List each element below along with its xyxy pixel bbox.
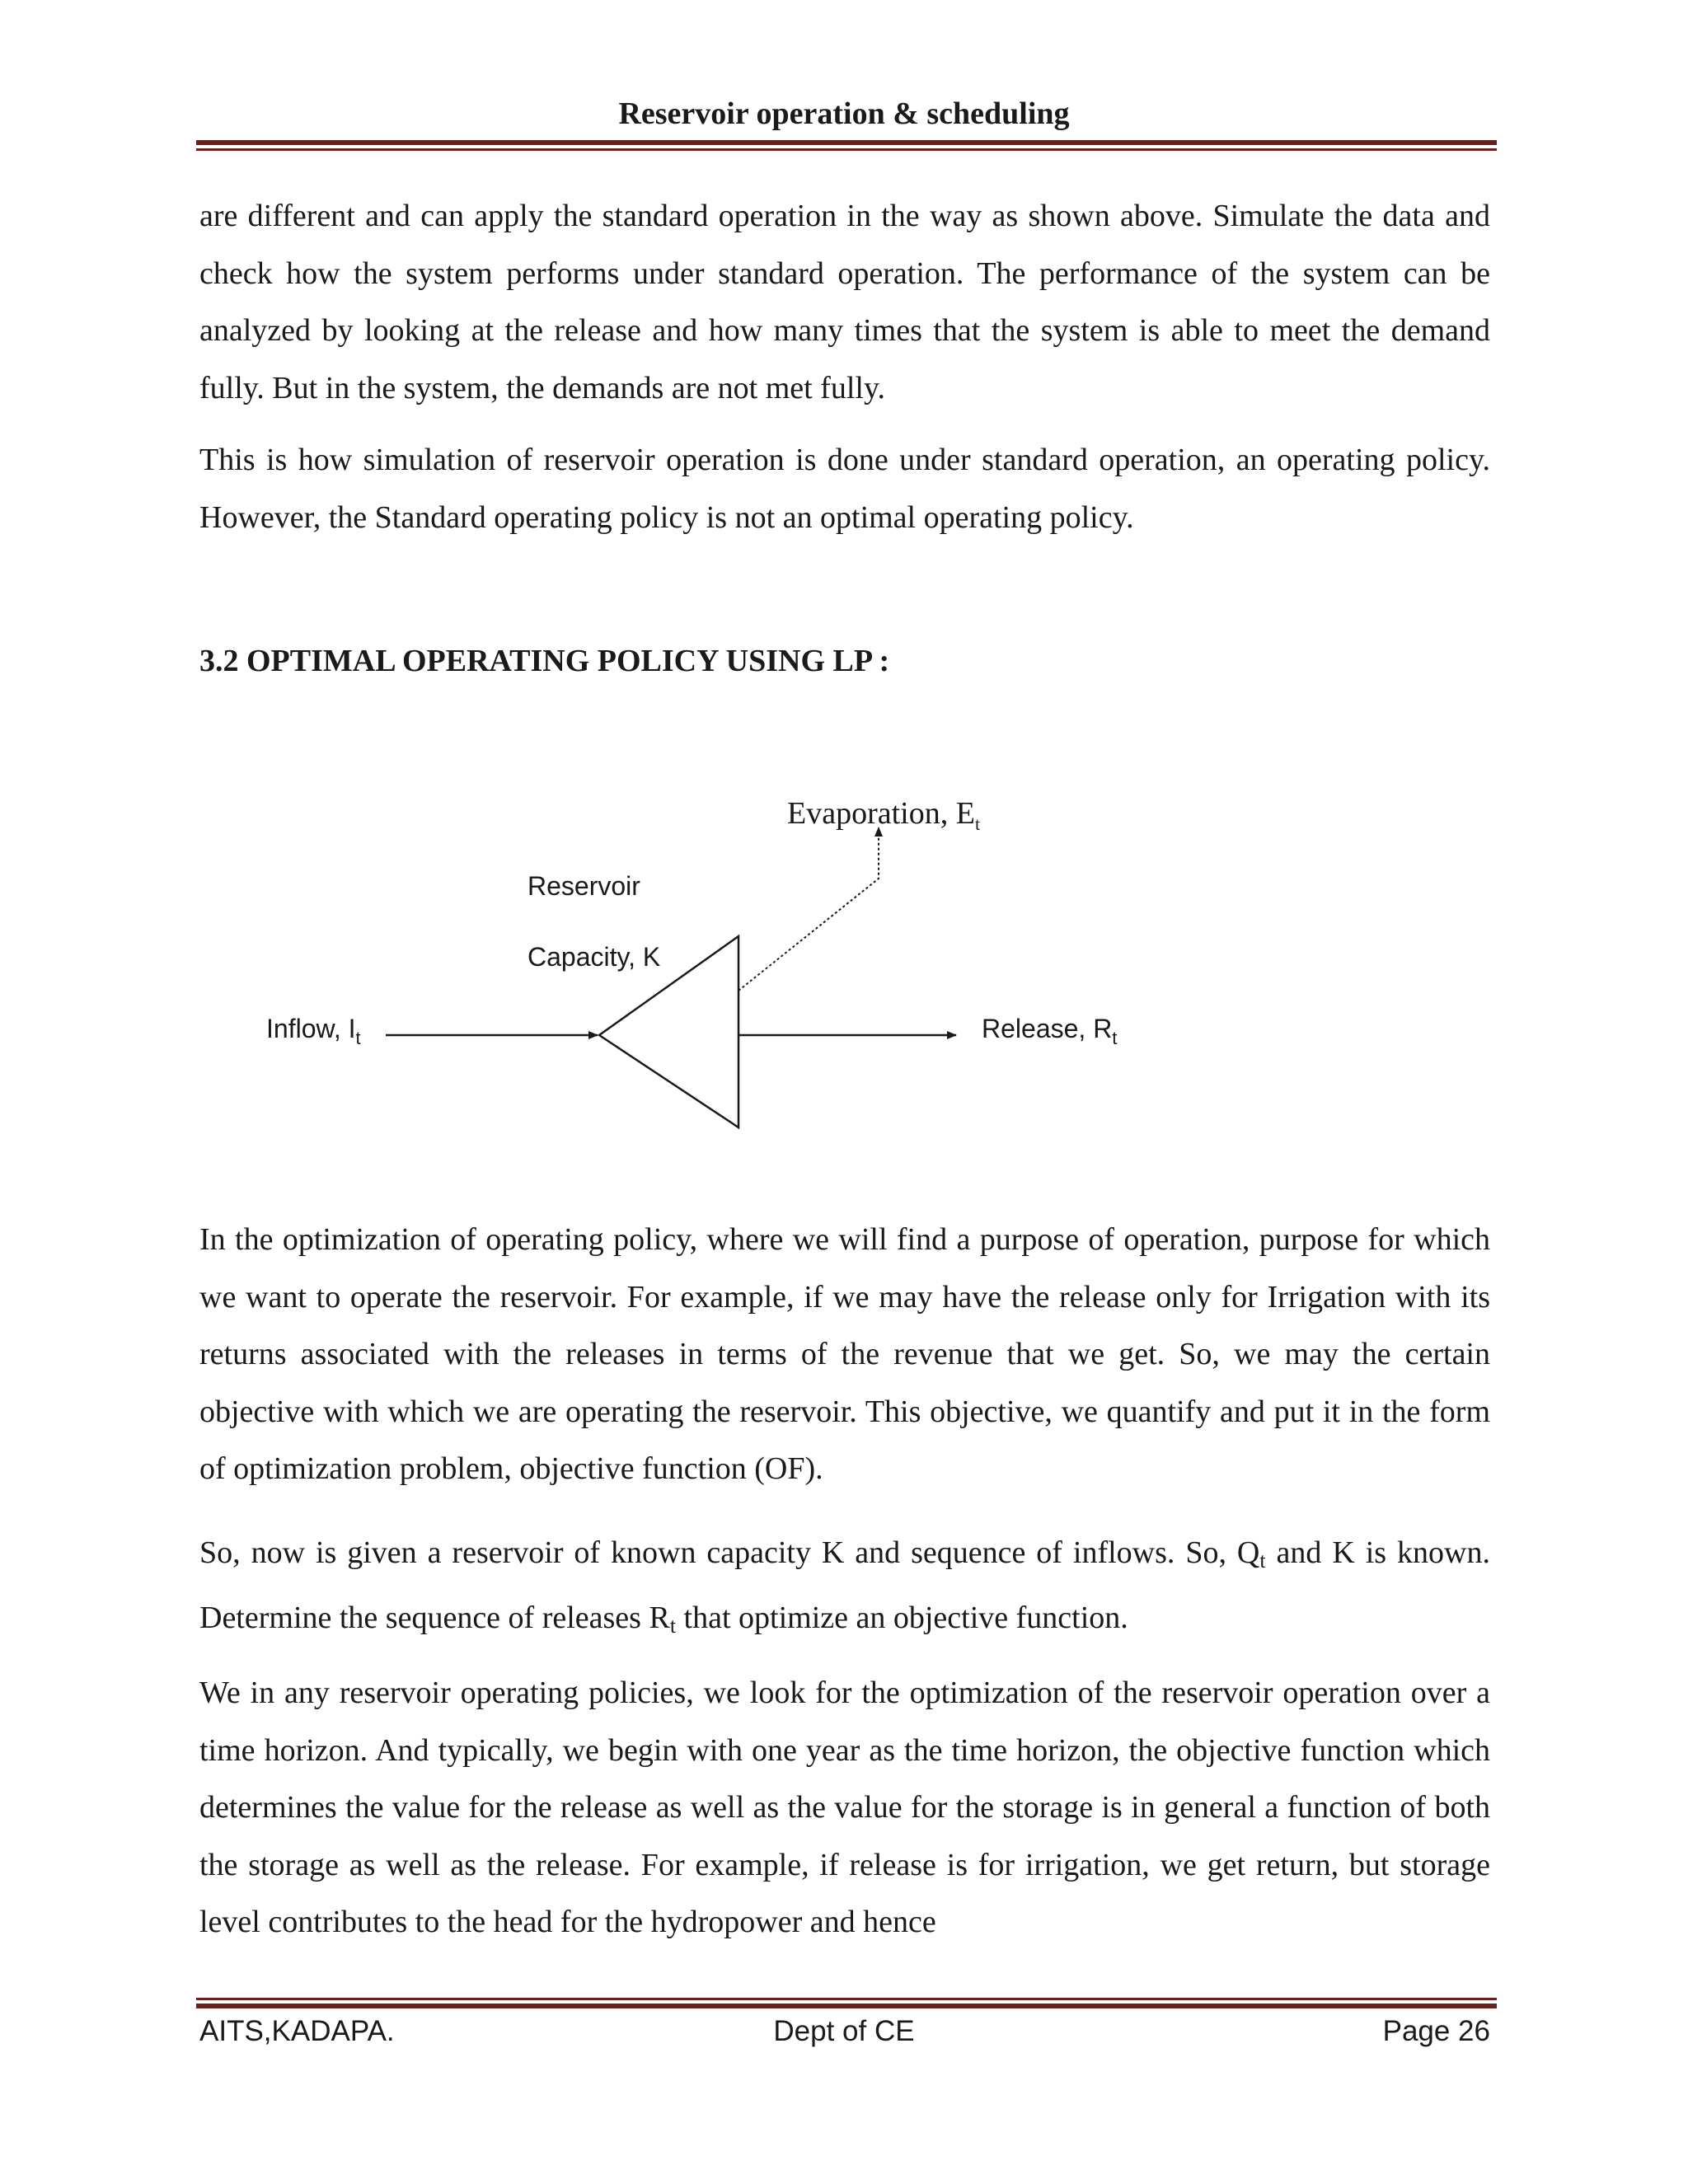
- intro-paragraph-2: This is how simulation of reservoir operation is done under standard operation, an operating policy. However, the Standard operating policy is not an optimal operating policy.: [199, 443, 1490, 535]
- footer-department: Dept of CE: [773, 2015, 915, 2047]
- intro-paragraph-1: are different and can apply the standard operation in the way as shown above. Simulate the data and check how the system performs under standard operation. The performance of the system can be analyzed by looking at the release and how many times that the system is able to meet the demand fully. But in the system, the demands are not met fully.: [199, 199, 1490, 405]
- reservoir-label: Reservoir: [528, 871, 640, 901]
- evaporation-arrow: [738, 827, 879, 991]
- body-paragraph-3: We in any reservoir operating policies, we look for the optimization of the reservoir operation over a time horizon. And typically, we begin with one year as the time horizon, the objective function which determines the value for the release as well as the value for the storage is in general a function of both the storage as well as the release. For example, if release is for irrigation, we get return, but storage level contributes to the head for the hydropower and hence: [199, 1675, 1490, 1939]
- section-heading: 3.2 OPTIMAL OPERATING POLICY USING LP :: [199, 644, 890, 678]
- page-header-title: Reservoir operation & scheduling: [618, 96, 1070, 131]
- evaporation-label: Evaporation, $E_t$: [787, 796, 981, 834]
- body-paragraph-2: [199, 1525, 1490, 1654]
- footer-page-number: Page 26: [1382, 2015, 1490, 2047]
- reservoir-capacity-label: Capacity, K: [528, 942, 661, 972]
- q-subscript: t: [1259, 1549, 1266, 1572]
- body-paragraph-2-part-b: and K is known. Determine the sequence of releases R: [199, 1535, 1490, 1635]
- body-paragraph-1: In the optimization of operating policy, where we will find a purpose of operation, purpose for which we want to operate the reservoir. For example, if we may have the release only for Irrigation with its returns associated with the releases in terms of the revenue that we get. So, we may the certain objective with which we are operating the reservoir. This objective, we quantify and put it in the form of optimization problem, objective function (OF).: [199, 1222, 1490, 1486]
- release-label: Release, $R_t$: [982, 1014, 1118, 1048]
- body-paragraph-2-part-c: that optimize an objective function.: [676, 1600, 1128, 1635]
- inflow-label: Inflow, $I_t$: [266, 1014, 361, 1048]
- body-paragraph-2-part-a: So, now is given a reservoir of known capacity K and sequence of inflows. So, Q: [199, 1535, 1260, 1570]
- footer-rule-thick: [196, 2004, 1497, 2008]
- footer-rule-thin: [196, 1998, 1497, 2000]
- footer-institution: AITS,KADAPA.: [199, 2015, 395, 2047]
- r-subscript: t: [669, 1613, 677, 1638]
